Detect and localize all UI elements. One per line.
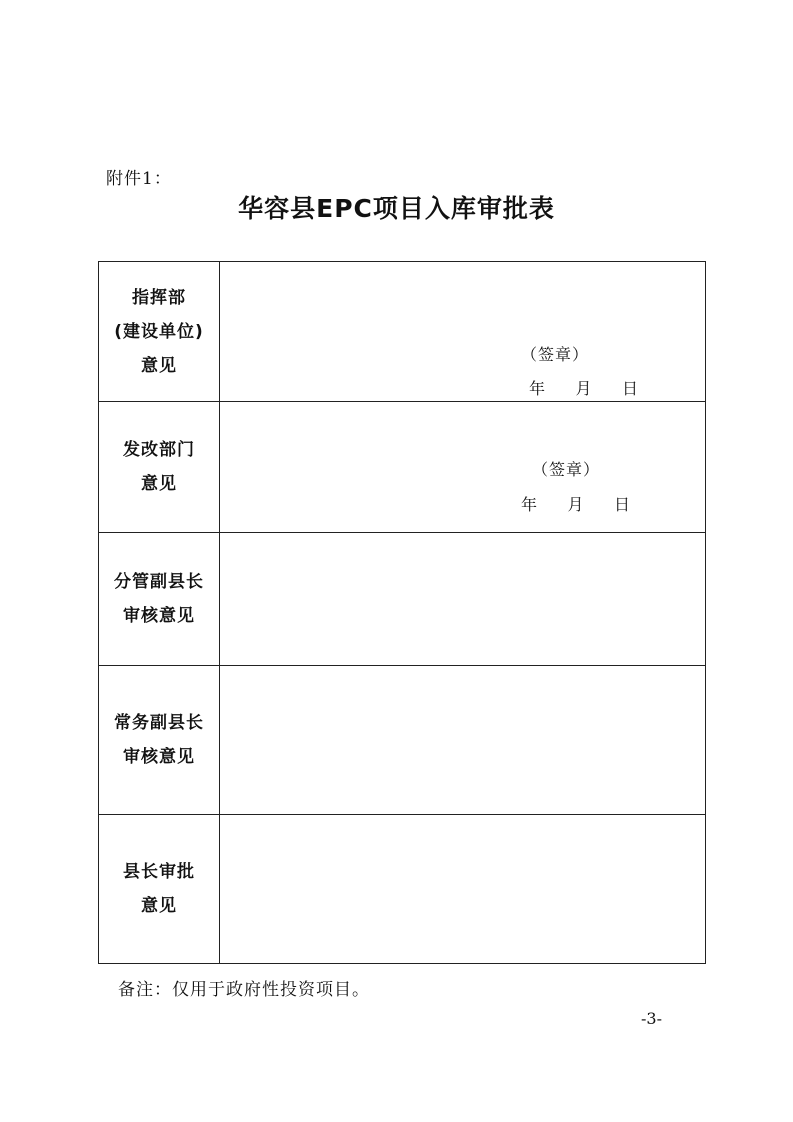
seal-label: （签章） — [532, 460, 601, 479]
opinion-field-executive-deputy-county-head[interactable] — [220, 666, 705, 814]
label-line: 分管副县长 — [114, 572, 204, 592]
label-line: 县长审批 — [123, 862, 195, 882]
label-line: 意见 — [141, 896, 177, 916]
label-line: 意见 — [141, 355, 177, 376]
label-line: 常务副县长 — [114, 713, 204, 733]
label-line: (建设单位) — [114, 321, 204, 342]
form-row-development-reform — [99, 402, 705, 533]
page-number: -3- — [641, 1009, 662, 1028]
row-label-executive-deputy-county-head — [99, 666, 220, 814]
opinion-field-deputy-county-head[interactable] — [220, 533, 705, 665]
form-row-executive-deputy-county-head — [99, 666, 705, 815]
date-line: 年 月 日 — [529, 379, 639, 398]
form-title: 华容县EPC项目入库审批表 — [238, 194, 555, 223]
seal-label: （签章） — [521, 345, 590, 364]
form-row-command-center — [99, 262, 705, 402]
date-line: 年 月 日 — [521, 495, 631, 514]
label-line: 指挥部 — [132, 287, 186, 308]
label-line: 审核意见 — [123, 606, 195, 626]
attachment-label: 附件1： — [106, 169, 172, 189]
row-label-county-head — [99, 815, 220, 963]
form-row-county-head — [99, 815, 705, 963]
row-label-deputy-county-head — [99, 533, 220, 665]
opinion-field-development-reform[interactable] — [220, 402, 705, 532]
row-label-command-center — [99, 262, 220, 401]
label-line: 意见 — [141, 474, 177, 494]
form-row-deputy-county-head — [99, 533, 705, 666]
footnote: 备注：仅用于政府性投资项目。 — [118, 980, 370, 1000]
opinion-field-county-head[interactable] — [220, 815, 705, 963]
opinion-field-command-center[interactable] — [220, 262, 705, 401]
label-line: 发改部门 — [123, 440, 195, 460]
approval-form-table — [98, 261, 706, 964]
label-line: 审核意见 — [123, 747, 195, 767]
row-label-development-reform — [99, 402, 220, 532]
